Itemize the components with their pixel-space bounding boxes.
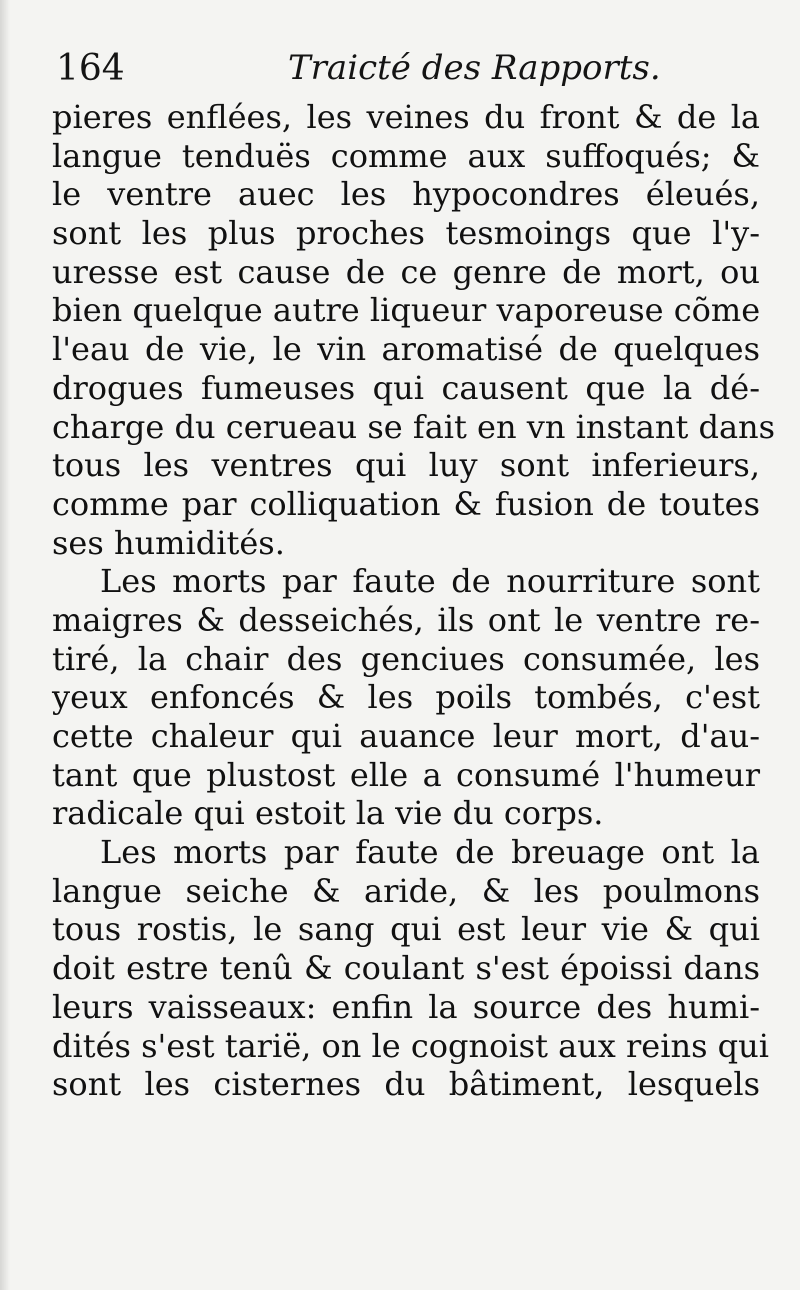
text-line: ses humidités. — [52, 523, 285, 562]
text-line: sont les cisternes du bâtiment, lesquels — [52, 1065, 760, 1104]
body-text — [52, 98, 776, 1104]
text-line: tous les ventres qui luy sont inferieurs, — [52, 446, 760, 485]
text-line: Les morts par faute de nourriture sont — [100, 562, 760, 601]
text-line: le ventre auec les hypocondres éleués, — [52, 175, 760, 214]
text-line: tant que plustost elle a consumé l'humeur — [52, 755, 760, 794]
text-line: pieres enflées, les veines du front & de la — [52, 98, 760, 136]
text-line: l'eau de vie, le vin aromatisé de quelques — [52, 330, 760, 369]
text-line: cette chaleur qui auance leur mort, d'au- — [52, 717, 760, 755]
text-line: doit estre tenû & coulant s'est époissi dans — [52, 949, 760, 988]
text-line: tous rostis, le sang qui est leur vie & qui — [52, 910, 760, 949]
running-title: Traicté des Rapports. — [288, 48, 661, 88]
text-line: leurs vaisseaux: enfin la source des humi- — [52, 987, 760, 1026]
text-line: radicale qui estoit la vie du corps. — [52, 794, 604, 833]
text-line: charge du cerueau se fait en vn instant dans — [52, 407, 776, 446]
page-number: 164 — [56, 48, 125, 89]
text-line: yeux enfoncés & les poils tombés, c'est — [52, 678, 760, 717]
text-line: bien quelque autre liqueur vaporeuse cõme — [52, 291, 761, 330]
text-line: comme par colliquation & fusion de toutes — [52, 484, 760, 523]
paragraph-2 — [52, 562, 760, 833]
page-gutter-shadow — [0, 0, 10, 1290]
text-line: langue seiche & aride, & les poulmons — [52, 871, 760, 910]
page-header — [56, 44, 756, 94]
paragraph-1 — [52, 98, 776, 562]
text-line: uresse est cause de ce genre de mort, ou — [52, 252, 760, 291]
text-line: dités s'est tarië, on le cognoist aux reins qui — [52, 1026, 769, 1065]
text-line: langue tenduës comme aux suffoqués; & — [52, 136, 760, 175]
text-line: drogues fumeuses qui causent que la dé- — [52, 368, 760, 407]
text-line: tiré, la chair des genciues consumée, les — [52, 639, 760, 678]
paragraph-3 — [52, 833, 769, 1104]
text-line: sont les plus proches tesmoings que l'y- — [52, 214, 760, 253]
text-line: maigres & desseichés, ils ont le ventre re- — [52, 600, 760, 639]
text-line: Les morts par faute de breuage ont la — [100, 833, 760, 872]
